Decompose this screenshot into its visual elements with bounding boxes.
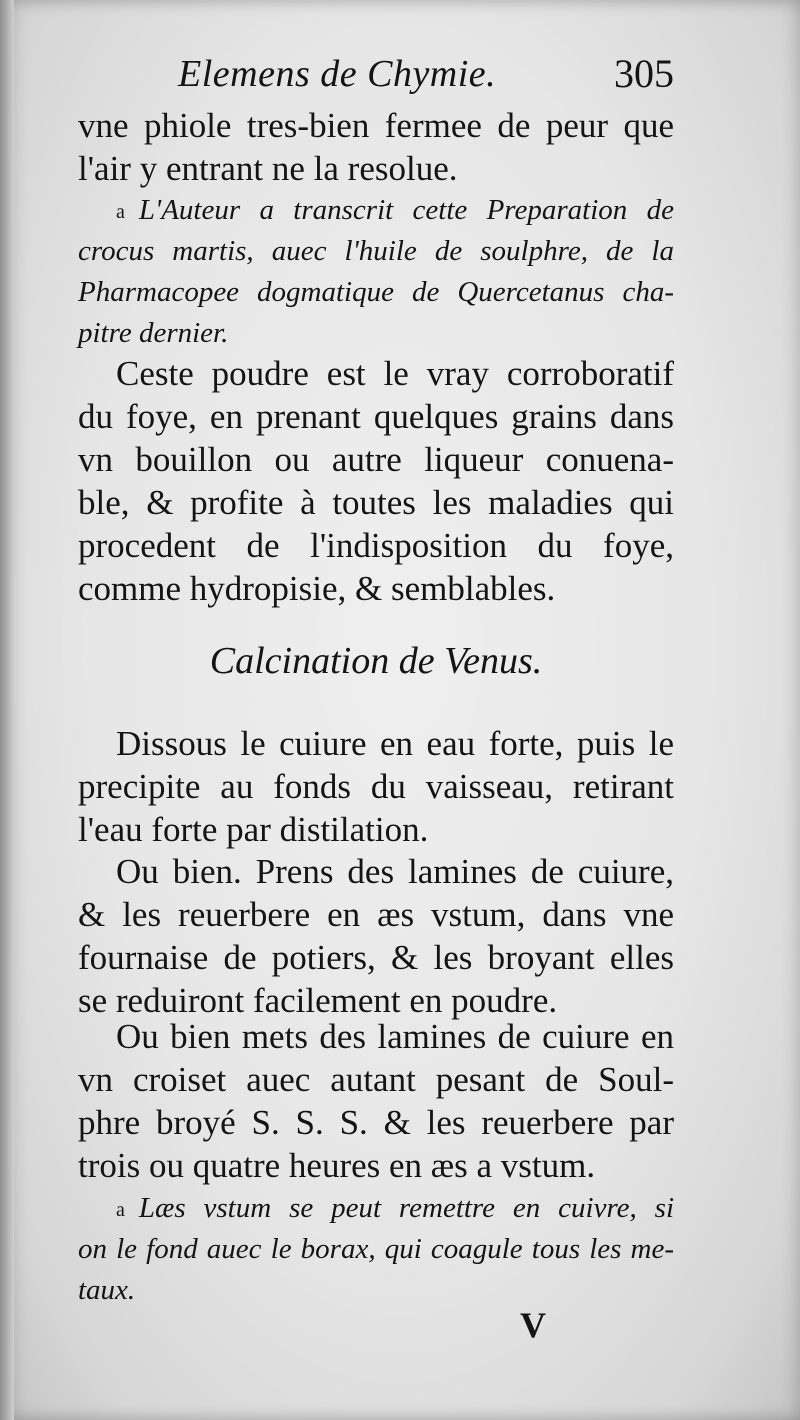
paragraph-5 — [78, 1015, 674, 1187]
text-line: Dissous le cuiure en eau forte, puis le — [116, 724, 674, 763]
note-marker: a — [116, 1199, 125, 1221]
note-text: L'Auteur a transcrit cette Preparation de — [138, 194, 674, 226]
note-line: Pharmacopee dogmatique de Quercetanus cha- — [78, 276, 674, 308]
note-line — [78, 1188, 674, 1229]
note-line: crocus martis, auec l'huile de soulphre, de la — [78, 235, 674, 267]
text-line: phre broyé S. S. S. & les reuerbere par — [78, 1103, 674, 1142]
note-line — [78, 190, 674, 231]
paragraph-4 — [78, 850, 674, 1022]
paragraph-3 — [78, 722, 674, 851]
note-text: Læs vstum se peut remettre en cuivre, si — [138, 1192, 674, 1224]
text-line: Ou bien mets des lamines de cuiure en — [116, 1017, 674, 1056]
text-line: trois ou quatre heures en æs a vstum. — [78, 1146, 596, 1185]
signature-mark: V — [520, 1305, 546, 1345]
text-line: l'air y entrant ne la resolue. — [78, 149, 458, 188]
text-line: precipite au fonds du vaisseau, retirant — [78, 767, 674, 806]
text-line: du foye, en prenant quelques grains dans — [78, 397, 674, 436]
note-marker: a — [116, 201, 125, 223]
page-gutter-shadow — [0, 0, 14, 1420]
text-line: vn croiset auec autant pesant de Soul- — [78, 1060, 674, 1099]
section-heading: Calcination de Venus. — [209, 640, 543, 682]
note-line: pitre dernier. — [78, 317, 229, 349]
paragraph-continuation — [78, 104, 674, 190]
paragraph-2 — [78, 352, 674, 610]
note-line: taux. — [78, 1274, 136, 1306]
margin-note-1 — [78, 190, 674, 354]
text-line: & les reuerbere en æs vstum, dans vne — [78, 895, 674, 934]
text-line: comme hydropisie, & semblables. — [78, 569, 556, 608]
page-header — [78, 50, 674, 100]
text-line: se reduiront facilement en poudre. — [78, 981, 558, 1020]
running-head: Elemens de Chymie. — [178, 53, 497, 95]
text-line: vn bouillon ou autre liqueur conuena- — [78, 440, 674, 479]
page-number: 305 — [614, 51, 674, 96]
text-line: procedent de l'indisposition du foye, — [78, 526, 674, 565]
note-line: on le fond auec le borax, qui coagule tous les me- — [78, 1233, 674, 1265]
text-line: vne phiole tres-bien fermee de peur que — [78, 106, 674, 145]
text-line: ble, & profite à toutes les maladies qui — [78, 483, 674, 522]
text-line: Ou bien. Prens des lamines de cuiure, — [116, 852, 674, 891]
text-line: fournaise de potiers, & les broyant elles — [78, 938, 674, 977]
text-line: l'eau forte par distilation. — [78, 810, 429, 849]
text-line: Ceste poudre est le vray corroboratif — [116, 354, 674, 393]
margin-note-2 — [78, 1188, 674, 1311]
